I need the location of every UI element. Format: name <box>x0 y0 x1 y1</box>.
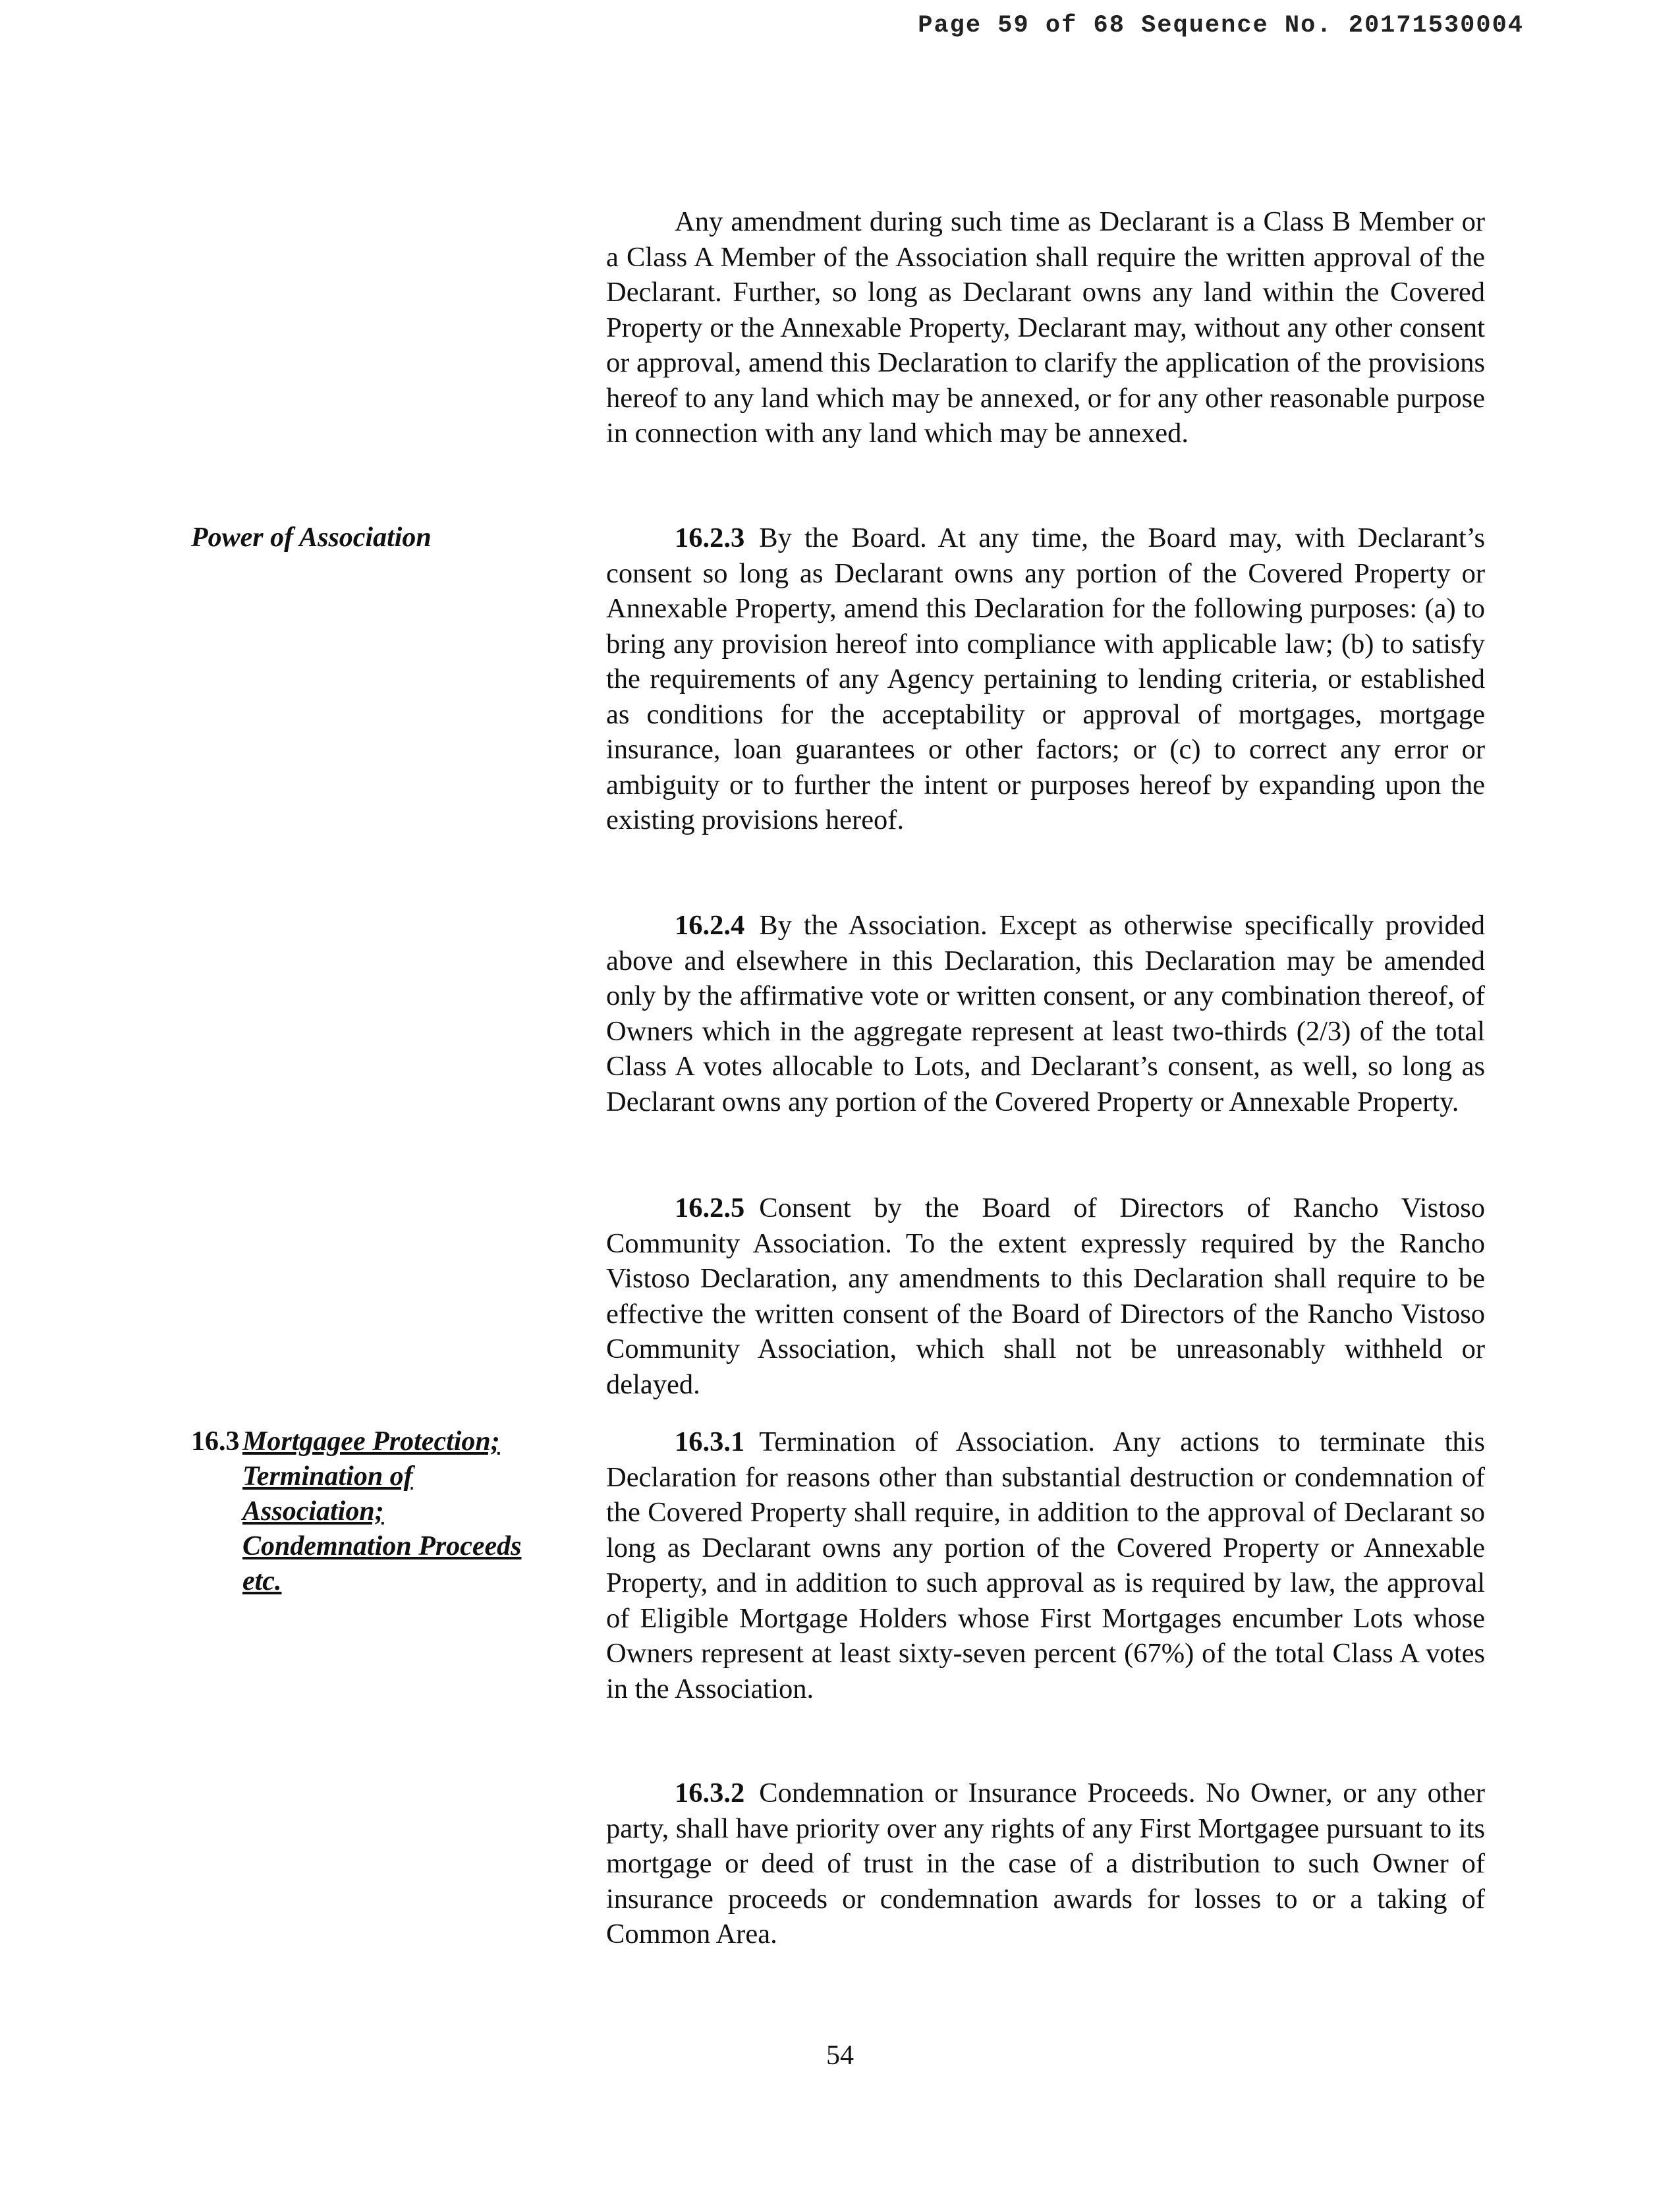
heading-line: Mortgagee Protection; <box>242 1426 500 1457</box>
paragraph-16-2-4 <box>606 908 1485 1119</box>
section-number: 16.3.1 <box>675 1426 745 1457</box>
heading-line: Association; <box>242 1496 384 1527</box>
paragraph-16-2-3 <box>606 520 1485 838</box>
paragraph-16-3-1 <box>606 1424 1485 1706</box>
paragraph-text: By the Board. At any time, the Board may, with Declarant’s consent so long as Declarant owns any portion of the Covered Property or Annexable Property, amend this Declaration for the following purposes: (a) to bring any provision hereof into compliance with applicable law; (b) to satisfy the requirements of any Agency pertaining to lending criteria, or established as conditions for the acceptability or approval of mortgages, mortgage insurance, loan guarantees or other factors; or (c) to correct any error or ambiguity or to further the intent or purposes hereof by expanding upon the existing provisions hereof. <box>606 522 1485 835</box>
heading-line: Condemnation Proceeds <box>242 1531 522 1561</box>
heading-line: Termination of <box>242 1461 413 1492</box>
paragraph-text: Consent by the Board of Directors of Rancho Vistoso Community Association. To the extent expressly required by the Rancho Vistoso Declaration, any amendments to this Declaration shall require to be effective the written consent of the Board of Directors of the Rancho Vistoso Community Association, which shall not be unreasonably withheld or delayed. <box>606 1192 1485 1400</box>
section-number: 16.3 <box>191 1426 240 1457</box>
section-number: 16.3.2 <box>675 1778 745 1809</box>
page-number: 54 <box>826 2040 854 2071</box>
paragraph-text: Any amendment during such time as Declarant is a Class B Member or a Class A Member of the Association shall require the written approval of the Declarant. Further, so long as Declarant owns any land within the Covered Property or the Annexable Property, Declarant may, without any other consent or approval, amend this Declaration to clarify the application of the provisions hereof to any land which may be annexed, or for any other reasonable purpose in connection with any land which may be annexed. <box>606 206 1485 449</box>
paragraph-text: Condemnation or Insurance Proceeds. No Owner, or any other party, shall have priority over any rights of any First Mortgagee pursuant to its mortgage or deed of trust in the case of a distribution to such Owner of insurance proceeds or condemnation awards for losses to or a taking of Common Area. <box>606 1778 1485 1950</box>
section-number: 16.2.4 <box>675 910 745 941</box>
paragraph-16-2-5 <box>606 1191 1485 1402</box>
paragraph-text: By the Association. Except as otherwise specifically provided above and elsewhere in this Declaration, this Declaration may be amended only by the affirmative vote or written consent, or any combination thereof, of Owners which in the aggregate represent at least two-thirds (2/3) of the total Class A votes allocable to Lots, and Declarant’s consent, as well, so long as Declarant owns any portion of the Covered Property or Annexable Property. <box>606 910 1485 1117</box>
section-number: 16.2.5 <box>675 1192 745 1223</box>
page-header: Page 59 of 68 Sequence No. 20171530004 <box>918 12 1524 40</box>
paragraph-amendment-approval <box>606 204 1485 451</box>
paragraph-16-3-2 <box>606 1776 1485 1952</box>
heading-line: etc. <box>242 1566 282 1596</box>
paragraph-text: Termination of Association. Any actions to terminate this Declaration for reasons other than substantial destruction or condemnation of the Covered Property shall require, in addition to the approval of Declarant so long as Declarant owns any portion of the Covered Property or Annexable Property, and in addition to such approval as is required by law, the approval of Eligible Mortgage Holders whose First Mortgages encumber Lots whose Owners represent at least sixty-seven percent (67%) of the total Class A votes in the Association. <box>606 1426 1485 1704</box>
margin-label-power-of-association: Power of Association <box>191 522 432 553</box>
section-number: 16.2.3 <box>675 522 745 553</box>
